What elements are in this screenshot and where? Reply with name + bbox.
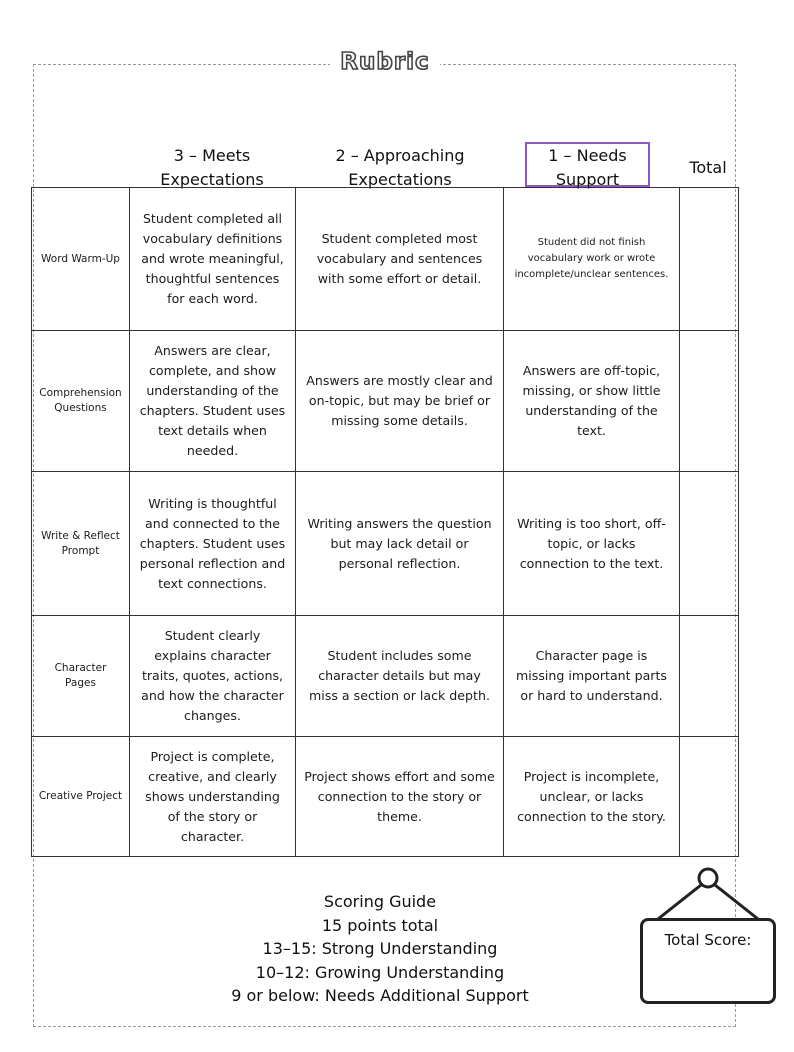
category-cell: Comprehension Questions — [32, 331, 130, 472]
needs-support-cell: Student did not finish vocabulary work or wrote incomplete/unclear sentences. — [504, 188, 680, 331]
scoring-guide — [200, 890, 560, 1008]
total-score-box — [640, 918, 776, 1004]
meets-cell: Project is complete, creative, and clearly shows understanding of the story or character. — [130, 737, 296, 857]
page-title: Rubric — [340, 49, 430, 75]
needs-support-cell: Project is incomplete, unclear, or lacks connection to the story. — [504, 737, 680, 857]
approaching-cell: Answers are mostly clear and on-topic, but may be brief or missing some details. — [296, 331, 504, 472]
scoring-guide-line: 10–12: Growing Understanding — [255, 962, 505, 982]
rubric-row-character-pages — [32, 616, 739, 737]
rubric-row-word-warm-up — [32, 188, 739, 331]
total-cell — [680, 472, 739, 616]
scoring-guide-line: 13–15: Strong Understanding — [262, 939, 498, 958]
scoring-guide-heading: Scoring Guide — [323, 892, 437, 911]
approaching-cell: Student completed most vocabulary and sentences with some effort or detail. — [296, 188, 504, 331]
meets-cell: Student completed all vocabulary definitions and wrote meaningful, thoughtful sentences for each word. — [130, 188, 296, 331]
approaching-cell: Writing answers the question but may lack detail or personal reflection. — [296, 472, 504, 616]
meets-cell: Writing is thoughtful and connected to the chapters. Student uses personal reflection and text connections. — [130, 472, 296, 616]
category-cell: Write & Reflect Prompt — [32, 472, 130, 616]
rubric-row-creative-project — [32, 737, 739, 857]
total-cell — [680, 737, 739, 857]
rubric-table — [31, 187, 739, 857]
needs-support-cell: Answers are off-topic, missing, or show little understanding of the text. — [504, 331, 680, 472]
needs-support-cell: Character page is missing important parts or hard to understand. — [504, 616, 680, 737]
scoring-guide-line: 9 or below: Needs Additional Support — [231, 986, 529, 1005]
total-cell — [680, 616, 739, 737]
title-banner — [330, 44, 440, 80]
approaching-cell: Student includes some character details but may miss a section or lack depth. — [296, 616, 504, 737]
category-cell: Character Pages — [32, 616, 130, 737]
meets-cell: Answers are clear, complete, and show understanding of the chapters. Student uses text details when needed. — [130, 331, 296, 472]
column-header-approaching: 2 – Approaching Expectations — [335, 146, 465, 189]
total-cell — [680, 188, 739, 331]
column-header-total: Total — [689, 158, 727, 177]
total-cell — [680, 331, 739, 472]
total-score-label: Total Score: — [664, 931, 752, 949]
meets-cell: Student clearly explains character traits, quotes, actions, and how the character changes. — [130, 616, 296, 737]
rubric-row-write-reflect — [32, 472, 739, 616]
needs-support-cell: Writing is too short, off-topic, or lacks connection to the text. — [504, 472, 680, 616]
rubric-row-comprehension — [32, 331, 739, 472]
column-header-meets: 3 – Meets Expectations — [160, 146, 264, 189]
scoring-guide-line: 15 points total — [321, 915, 439, 935]
category-cell: Creative Project — [32, 737, 130, 857]
category-cell: Word Warm-Up — [32, 188, 130, 331]
column-header-needs-support: 1 – Needs Support — [525, 142, 650, 187]
approaching-cell: Project shows effort and some connection to the story or theme. — [296, 737, 504, 857]
